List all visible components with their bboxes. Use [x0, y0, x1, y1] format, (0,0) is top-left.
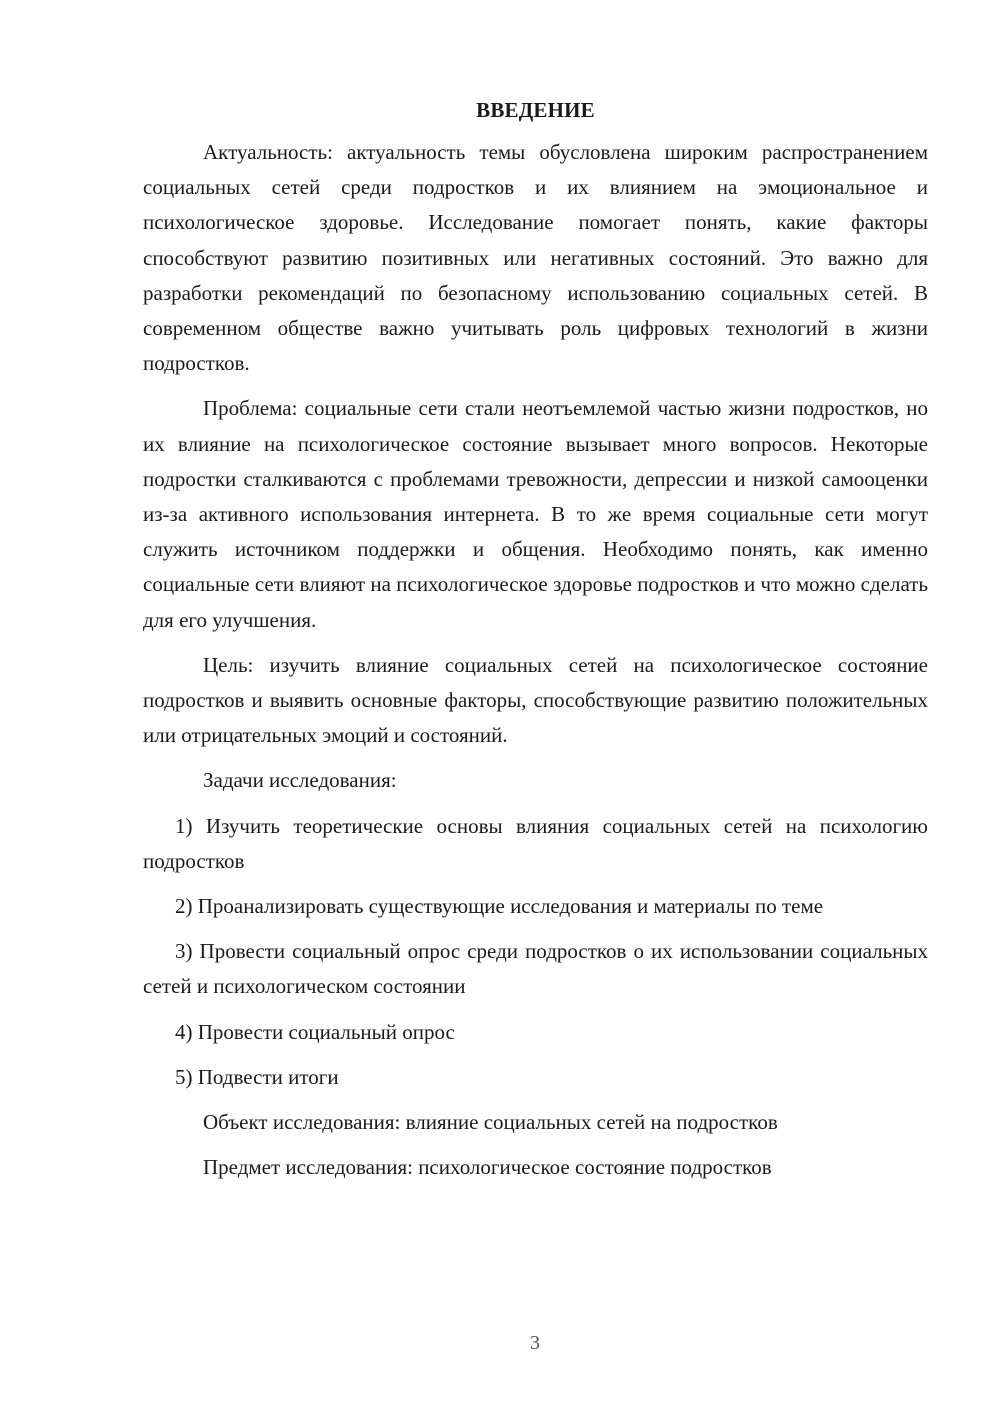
- research-object: Объект исследования: влияние социальных сетей на подростков: [203, 1110, 778, 1135]
- list-item: 5) Подвести итоги: [175, 1064, 339, 1089]
- list-item: 4) Провести социальный опрос: [175, 1019, 455, 1044]
- research-subject: Предмет исследования: психологическое состояние подростков: [203, 1155, 772, 1180]
- list-item: 1) Изучить теоретические основы влияния социальных сетей на психологию подростков: [143, 813, 928, 873]
- list-item: 3) Провести социальный опрос среди подростков о их использовании социальных сетей и психологическом состоянии: [143, 939, 928, 999]
- paragraph-goal: Цель: изучить влияние социальных сетей на психологическое состояние подростков и выявить основные факторы, способствующие развитию положительных или отрицательных эмоций и состояний.: [143, 652, 928, 748]
- tasks-heading: Задачи исследования:: [203, 768, 397, 793]
- document-body: [143, 96, 928, 1195]
- tasks-list: [143, 809, 928, 1095]
- paragraph-relevance: Актуальность: актуальность темы обусловлена широким распространением социальных сетей среди подростков и их влиянием на эмоциональное и психологическое здоровье. Исследование помогает понять, какие факторы способствуют развитию позитивных или негативных состояний. Это важно для разработки рекомендаций по безопасному использованию социальных сетей. В современном обществе важно учитывать роль цифровых технологий в жизни подростков.: [143, 140, 928, 376]
- page-number: 3: [530, 1332, 540, 1354]
- page-title: ВВЕДЕНИЕ: [476, 98, 595, 122]
- list-item: 2) Проанализировать существующие исследования и материалы по теме: [175, 894, 824, 919]
- paragraph-problem: Проблема: социальные сети стали неотъемлемой частью жизни подростков, но их влияние на психологическое состояние вызывает много вопросов. Некоторые подростки сталкиваются с проблемами тревожности, депрессии и низкой самооценки из-за активного использования интернета. В то же время социальные сети могут служить источником поддержки и общения. Необходимо понять, как именно социальные сети влияют на психологическое здоровье подростков и что можно сделать для его улучшения.: [143, 396, 928, 632]
